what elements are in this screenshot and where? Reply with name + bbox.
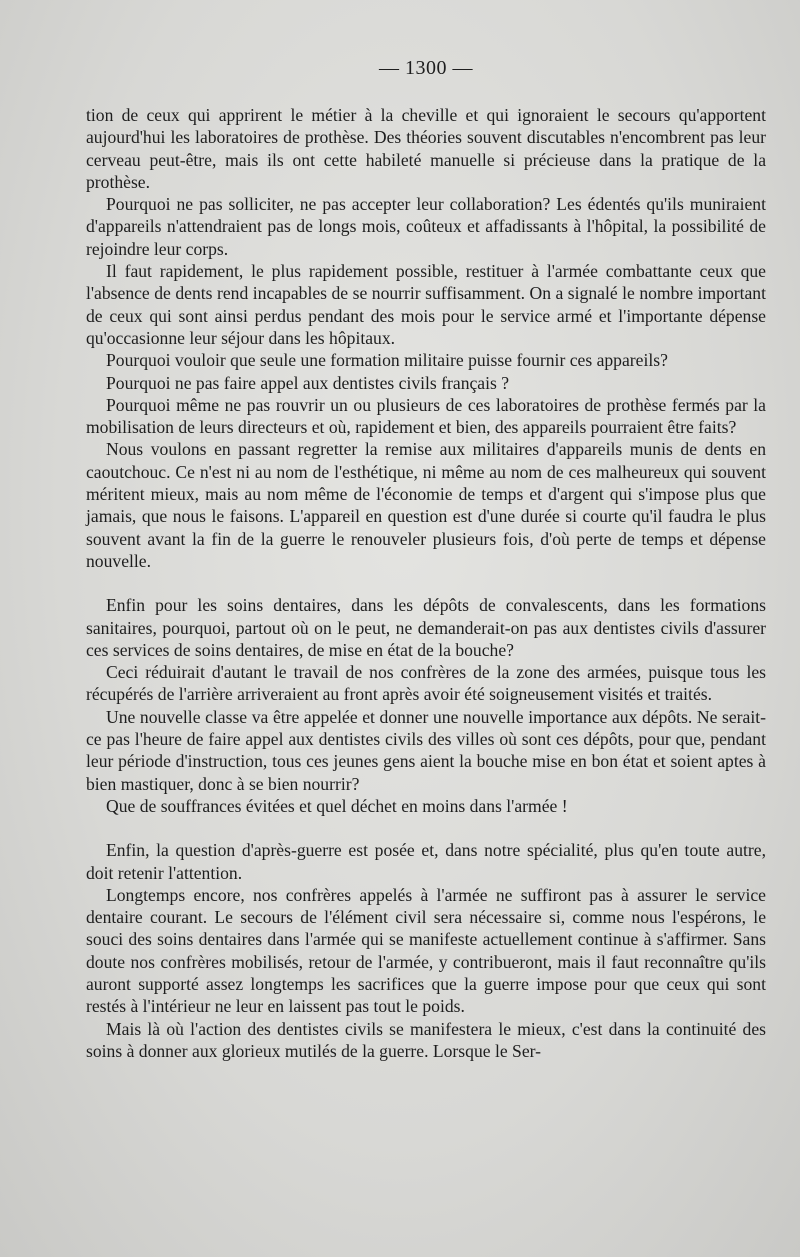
paragraph: Ceci réduirait d'autant le travail de nos confrères de la zone des armées, puisque tous les récupérés de l'arrière arriveraient au front après avoir été soigneusement visités et traités. [86,662,766,705]
paragraph: Longtemps encore, nos confrères appelés à l'armée ne suffiront pas à assurer le service dentaire courant. Le secours de l'élément civil sera nécessaire si, comme nous l'espérons, le souci des soins dentaires dans l'armée qui se manifeste actuellement continue à s'affirmer. Sans doute nos confrères mobilisés, retour de l'armée, y contribueront, mais il faut reconnaître qu'ils auront supporté assez longtemps les sacrifices que la guerre impose pour que ceux qui sont restés à l'intérieur ne leur en laissent pas tout le poids. [86,884,766,1017]
text-block-1 [86,104,766,572]
paragraph: Enfin pour les soins dentaires, dans les dépôts de convalescents, dans les formations sanitaires, pourquoi, partout où on le peut, ne demanderait-on pas aux dentistes civils d'assurer ces services de soins dentaires, de mise en état de la bouche? [86,595,766,660]
paragraph: Mais là où l'action des dentistes civils se manifestera le mieux, c'est dans la continuité des soins à donner aux glorieux mutilés de la guerre. Lorsque le Ser- [86,1018,766,1061]
paragraph: Que de souffrances évitées et quel déchet en moins dans l'armée ! [106,795,568,816]
paragraph: Pourquoi ne pas solliciter, ne pas accepter leur collaboration? Les édentés qu'ils muniraient d'appareils n'attendraient pas de longs mois, coûteux et affadissants à l'hôpital, la possibilité de rejoindre leur corps. [86,194,766,259]
page-number: — 1300 — [379,57,473,79]
paragraph: Une nouvelle classe va être appelée et donner une nouvelle importance aux dépôts. Ne serait-ce pas l'heure de faire appel aux dentistes civils des villes où sont ces dépôts, pour que, pendant leur période d'instruction, tous ces jeunes gens aient la bouche mise en bon état et soient aptes à bien mastiquer, donc à se bien nourrir? [86,706,766,794]
paragraph: Pourquoi même ne pas rouvrir un ou plusieurs de ces laboratoires de prothèse fermés par la mobilisation de leurs directeurs et où, rapidement et bien, des appareils pourraient être faits? [86,394,766,438]
text-block-3 [86,839,766,1062]
section-gap [86,572,766,594]
paragraph: Enfin, la question d'après-guerre est posée et, dans notre spécialité, plus qu'en toute autre, doit retenir l'attention. [86,840,766,883]
paragraph: Nous voulons en passant regretter la remise aux militaires d'appareils munis de dents en caoutchouc. Ce n'est ni au nom de l'esthétique, ni même au nom de ces malheureux qui souvent méritent mieux, mais au nom même de l'économie de temps et d'argent qui s'impose plus que jamais, que nous le faisons. L'appareil en question est d'une durée si courte qu'il faudra le plus souvent avant la fin de la guerre le renouveler plusieurs fois, d'où perte de temps et dépense nouvelle. [86,439,766,571]
paragraph: tion de ceux qui apprirent le métier à la cheville et qui ignoraient le secours qu'apportent aujourd'hui les laboratoires de prothèse. Des théories souvent discutables n'encombrent pas leur cerveau peut-être, mais ils ont cette habileté manuelle si précieuse dans la pratique de la prothèse. [86,105,766,192]
section-gap [86,817,766,839]
paragraph: Pourquoi ne pas faire appel aux dentistes civils français ? [106,372,510,393]
paragraph: Pourquoi vouloir que seule une formation militaire puisse fournir ces appareils? [106,350,668,371]
text-block-2 [86,594,766,817]
paragraph: Il faut rapidement, le plus rapidement possible, restituer à l'armée combattante ceux que l'absence de dents rend incapables de se nourrir suffisamment. On a signalé le nombre important de ceux qui sont ainsi perdus pendant des mois pour le service armé et l'importante dépense qu'occasionne leur séjour dans les hôpitaux. [86,261,766,348]
